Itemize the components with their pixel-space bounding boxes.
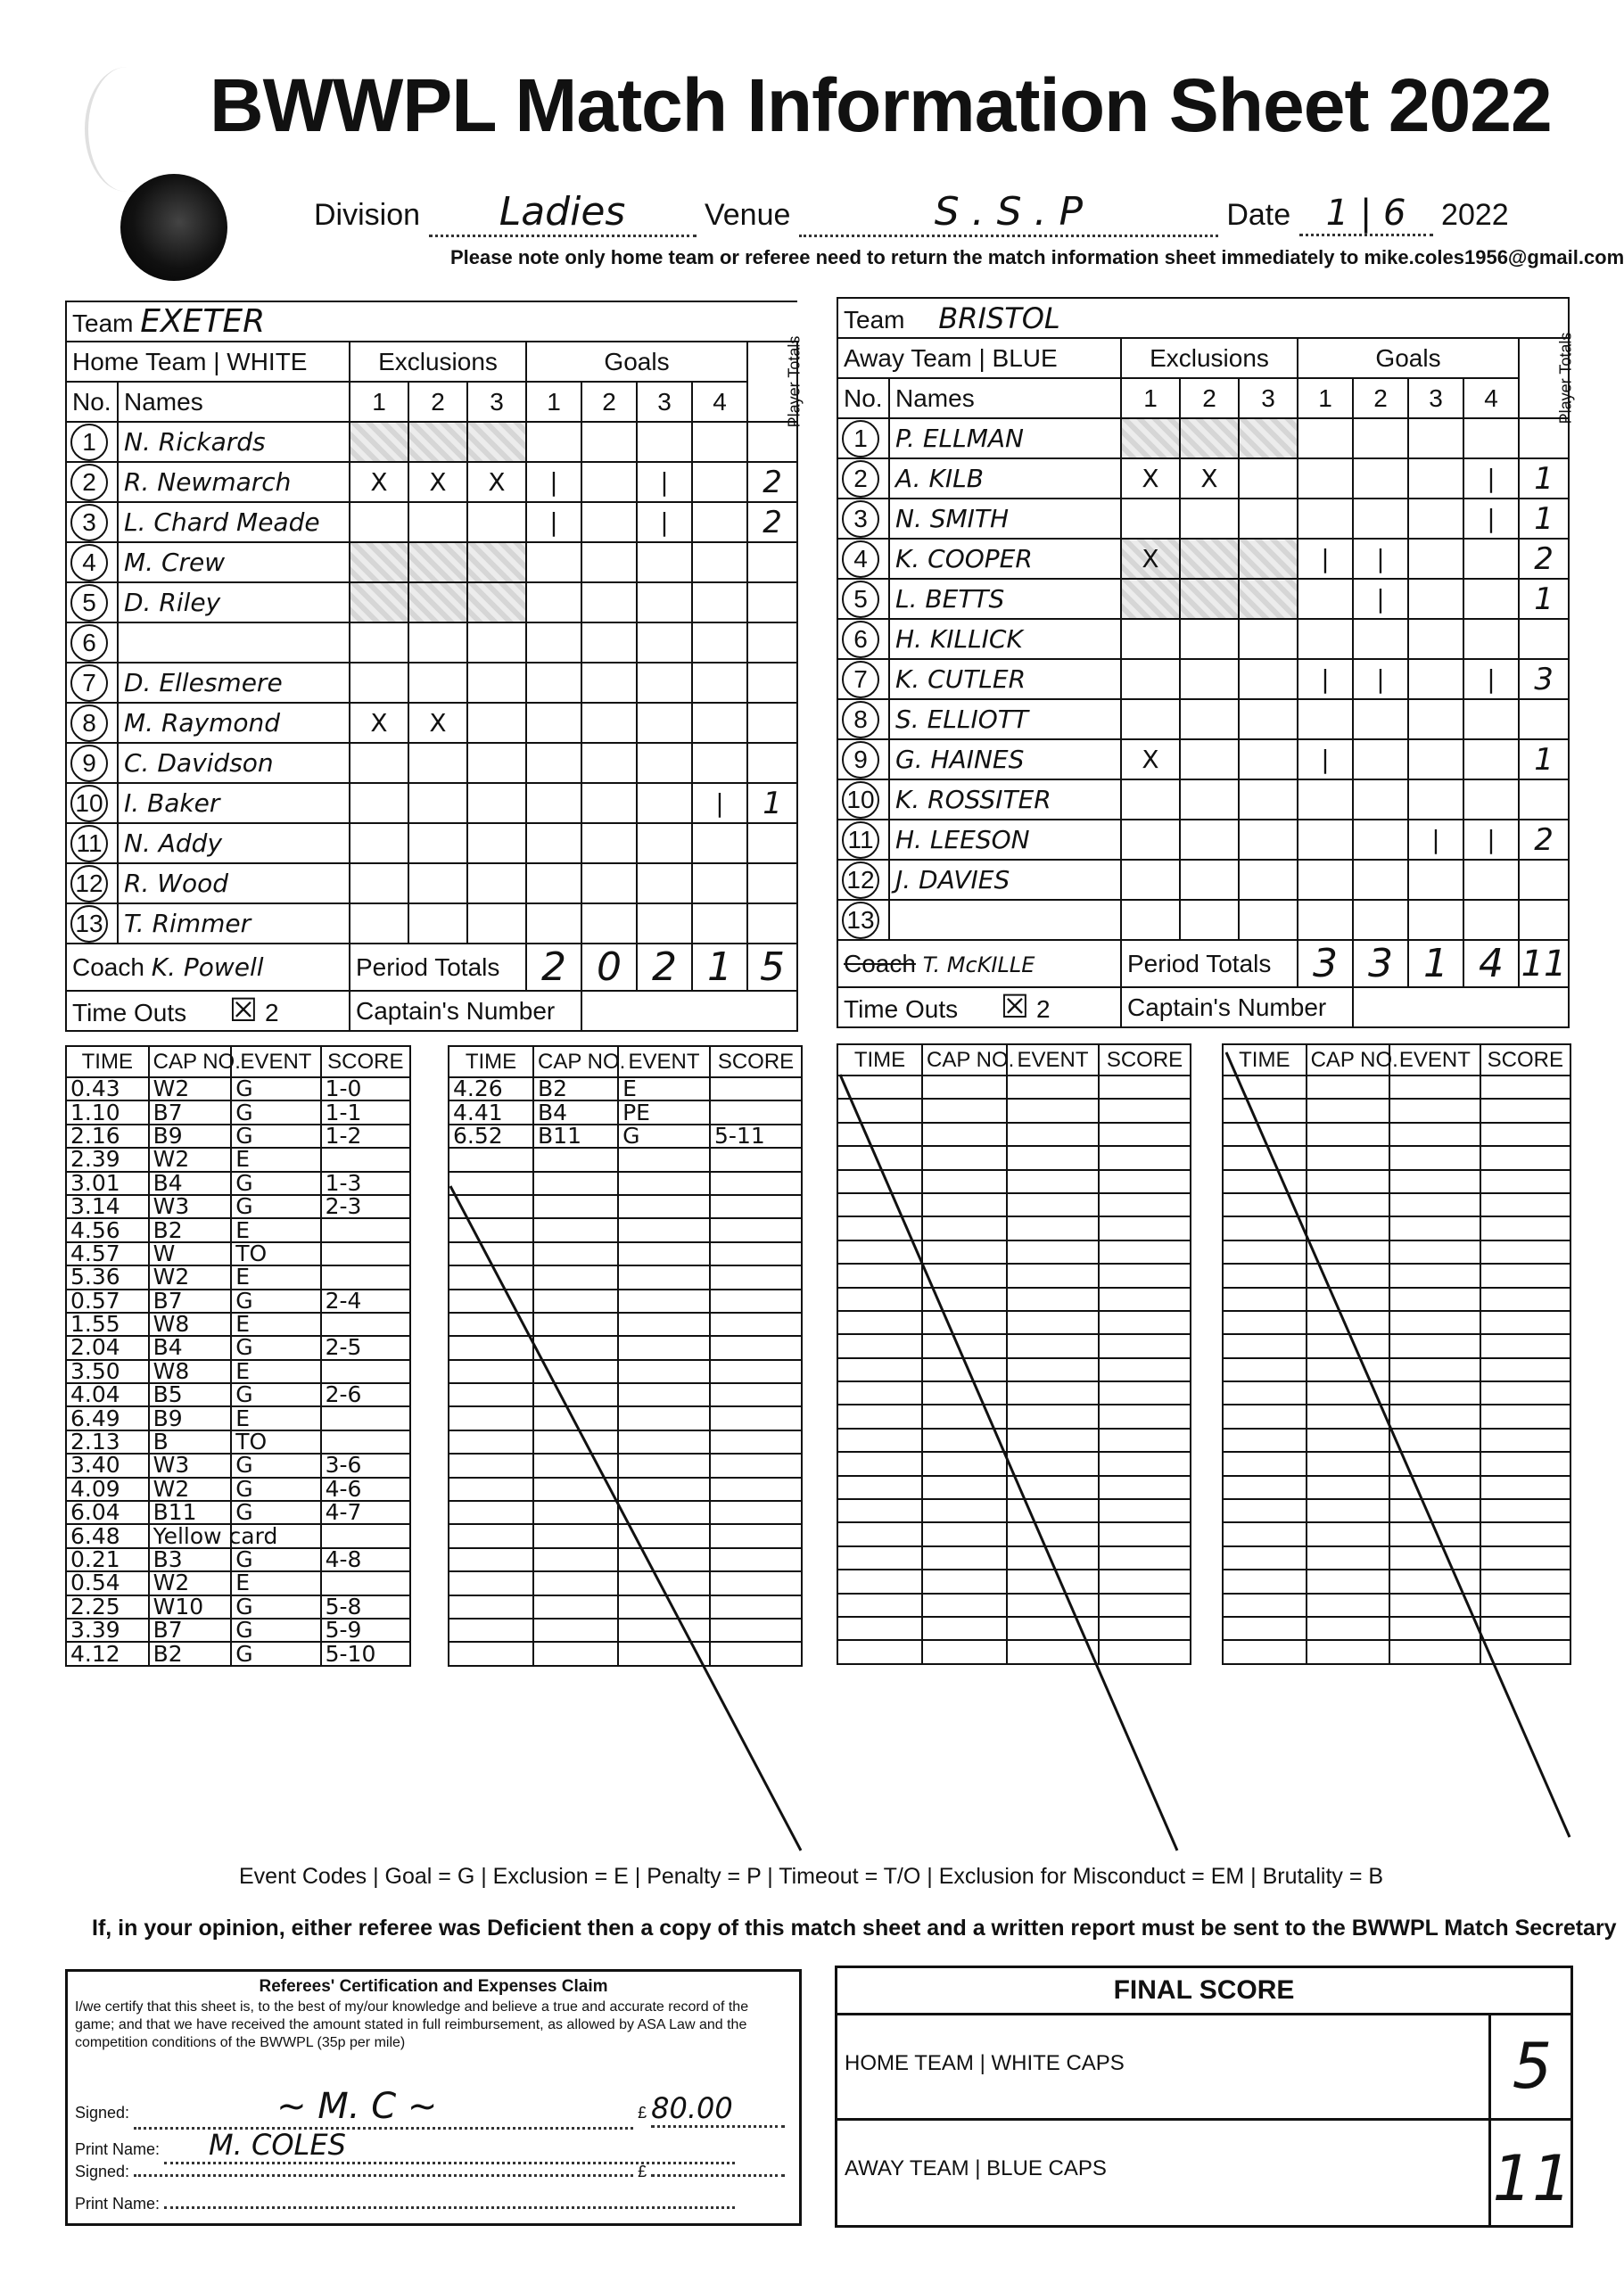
referees-certification-text: I/we certify that this sheet is, to the best of my/our knowledge and believe a true and accurate record of the game; and that we have received the amount stated in full reimbursement, as allowed by ASA Law and the competition conditions of the BWWPL (35p per mile) — [75, 1999, 749, 2050]
event-cell-t: 0.54 — [66, 1571, 149, 1595]
cap-number: 6 — [70, 624, 108, 662]
event-cell-e: G — [231, 1383, 320, 1406]
event-header-cap: CAP NO. — [149, 1046, 232, 1077]
player-total: 1 — [747, 783, 797, 823]
away-period-3-total: 1 — [1408, 940, 1463, 987]
event-cell-e: E — [231, 1313, 320, 1336]
referee-print-name: M. COLES — [209, 2128, 346, 2162]
player-name: D. Riley — [118, 582, 350, 622]
event-cell-c: B11 — [533, 1125, 618, 1148]
event-cell-t: 2.39 — [66, 1148, 149, 1171]
signed-row-2 — [75, 2163, 785, 2181]
excl-col-3: 3 — [467, 382, 526, 422]
event-cell-t: 6.48 — [66, 1524, 149, 1547]
player-total: 1 — [1519, 458, 1569, 499]
event-header-score: SCORE — [321, 1046, 410, 1077]
event-cell-e: G — [231, 1548, 320, 1571]
cap-number: 11 — [842, 821, 879, 859]
player-name: I. Baker — [118, 783, 350, 823]
exclusion-cell: X — [1121, 739, 1180, 779]
goal-cell: | — [1298, 539, 1353, 579]
event-cell-t: 0.57 — [66, 1290, 149, 1313]
final-score-title: FINAL SCORE — [837, 1968, 1570, 2015]
player-name: K. ROSSITER — [889, 779, 1121, 820]
goal-cell: | — [1298, 659, 1353, 699]
goal-col-2: 2 — [1353, 378, 1408, 418]
player-name: S. ELLIOTT — [889, 699, 1121, 739]
event-cell-c: B2 — [149, 1218, 232, 1241]
currency-label: £ — [638, 2104, 647, 2122]
event-cell-s: 1-2 — [321, 1125, 410, 1148]
event-cell-c: W3 — [149, 1195, 232, 1218]
event-cell-c: W2 — [149, 1148, 232, 1171]
event-cell-s: 4-8 — [321, 1548, 410, 1571]
goals-header: Goals — [1298, 338, 1519, 378]
team-label: Team — [844, 305, 905, 334]
event-cell-t: 2.13 — [66, 1430, 149, 1454]
event-cell-c: B — [149, 1430, 232, 1454]
event-cell-c: B9 — [149, 1406, 232, 1430]
away-period-1-total: 3 — [1298, 940, 1353, 987]
goal-col-2: 2 — [581, 382, 637, 422]
division-value: Ladies — [499, 189, 626, 235]
goals-header: Goals — [526, 342, 747, 382]
event-cell-c: B11 — [149, 1501, 232, 1524]
player-name: L. Chard Meade — [118, 502, 350, 542]
exclusion-cell: X — [1121, 458, 1180, 499]
event-header-score: SCORE — [1099, 1044, 1191, 1076]
event-codes-legend: Event Codes | Goal = G | Exclusion = E | Penalty = P | Timeout = T/O | Exclusion for Misconduct = EM | Brutality = B — [239, 1864, 1384, 1889]
exclusions-header: Exclusions — [350, 342, 526, 382]
event-cell-t: 0.43 — [66, 1077, 149, 1100]
return-note: Please note only home team or referee need to return the match information sheet immediately to mike.coles1956@gmail.com — [450, 246, 1624, 268]
goal-cell: | — [1463, 820, 1519, 860]
event-header-event: EVENT — [1007, 1044, 1099, 1076]
event-cell-e: G — [231, 1077, 320, 1100]
player-totals-header: Player Totals — [747, 342, 797, 422]
away-period-2-total: 3 — [1353, 940, 1408, 987]
event-cell-t: 3.50 — [66, 1360, 149, 1383]
home-period-1-total: 2 — [526, 944, 581, 991]
event-cell-c: B7 — [149, 1619, 232, 1642]
player-name: R. Newmarch — [118, 462, 350, 502]
event-cell-e: E — [231, 1148, 320, 1171]
exclusion-cell: X — [350, 462, 408, 502]
event-cell-s: 5-8 — [321, 1595, 410, 1619]
cap-number: 13 — [842, 902, 879, 939]
goal-cell: | — [1408, 820, 1463, 860]
cap-number: 9 — [842, 741, 879, 779]
player-name: K. COOPER — [889, 539, 1121, 579]
cap-number: 6 — [842, 621, 879, 658]
event-cell-c: B3 — [149, 1548, 232, 1571]
event-cell-t: 3.01 — [66, 1172, 149, 1195]
event-cell-t: 4.09 — [66, 1478, 149, 1501]
referee-signature: ~ M. C ~ — [276, 2086, 438, 2127]
player-total: 2 — [1519, 820, 1569, 860]
event-cell-e: E — [231, 1571, 320, 1595]
home-caps-label: HOME TEAM | WHITE CAPS — [845, 2051, 1125, 2075]
division-label: Division — [314, 198, 421, 232]
goal-col-3: 3 — [1408, 378, 1463, 418]
signed-label: Signed: — [75, 2163, 130, 2180]
goal-cell: | — [1353, 659, 1408, 699]
event-cell-t: 6.04 — [66, 1501, 149, 1524]
team-label: Team — [72, 309, 134, 337]
event-cell-e: E — [231, 1406, 320, 1430]
cap-number: 8 — [842, 701, 879, 738]
cap-number: 7 — [842, 661, 879, 698]
away-match-total: 11 — [1519, 940, 1569, 987]
goal-cell: | — [1463, 659, 1519, 699]
player-name: G. HAINES — [889, 739, 1121, 779]
event-cell-e: G — [231, 1195, 320, 1218]
away-period-4-total: 4 — [1463, 940, 1519, 987]
time-outs-label: Time Outs — [844, 995, 959, 1023]
event-cell-c: W8 — [149, 1313, 232, 1336]
player-name: K. CUTLER — [889, 659, 1121, 699]
print-name-row-2 — [75, 2195, 735, 2213]
player-name: P. ELLMAN — [889, 418, 1121, 458]
home-timeout-1-mark: ☒ — [228, 993, 259, 1029]
event-cell-e: G — [231, 1501, 320, 1524]
cap-number: 2 — [842, 460, 879, 498]
event-cell-t: 5.36 — [66, 1265, 149, 1289]
period-totals-label: Period Totals — [350, 944, 526, 991]
event-cell-s: 4-7 — [321, 1501, 410, 1524]
event-cell-c: W2 — [149, 1571, 232, 1595]
date-month: 6 — [1383, 193, 1406, 234]
period-totals-label: Period Totals — [1121, 940, 1298, 987]
event-header-score: SCORE — [1480, 1044, 1570, 1076]
home-final-score: 5 — [1488, 2015, 1573, 2118]
event-cell-c: W10 — [149, 1595, 232, 1619]
player-total: 3 — [1519, 659, 1569, 699]
print-name-row-1 — [75, 2128, 735, 2164]
goal-cell: | — [1463, 499, 1519, 539]
cap-number: 4 — [70, 544, 108, 581]
player-total: 2 — [1519, 539, 1569, 579]
event-cell-e: G — [231, 1642, 320, 1665]
event-cell-c: W8 — [149, 1360, 232, 1383]
player-name: R. Wood — [118, 863, 350, 903]
event-cell-s: 5-11 — [710, 1125, 802, 1148]
player-name: N. Addy — [118, 823, 350, 863]
goal-cell: | — [1463, 458, 1519, 499]
player-name: M. Crew — [118, 542, 350, 582]
event-header-cap: CAP NO. — [533, 1046, 618, 1077]
goal-col-4: 4 — [692, 382, 747, 422]
signed-label: Signed: — [75, 2104, 130, 2122]
player-name: N. SMITH — [889, 499, 1121, 539]
event-cell-c: W — [149, 1242, 232, 1265]
event-cell-c: W2 — [149, 1265, 232, 1289]
event-cell-t: 3.39 — [66, 1619, 149, 1642]
date-day: 1 — [1325, 193, 1349, 234]
coach-label: Coach — [844, 949, 916, 977]
goal-cell: | — [637, 502, 692, 542]
event-cell-e: G — [231, 1478, 320, 1501]
event-cell-t: 3.40 — [66, 1454, 149, 1477]
event-header-cap: CAP NO. — [922, 1044, 1007, 1076]
cap-number: 2 — [70, 464, 108, 501]
home-team-name: EXETER — [140, 303, 266, 340]
home-side-label: Home Team | WHITE — [66, 342, 350, 382]
home-match-total: 5 — [747, 944, 797, 991]
cap-number: 3 — [842, 500, 879, 538]
cap-number: 9 — [70, 745, 108, 782]
print-name-label: Print Name: — [75, 2195, 161, 2213]
event-cell-t: 4.26 — [449, 1077, 533, 1100]
cap-number: 3 — [70, 504, 108, 541]
cap-number: 12 — [70, 865, 108, 902]
event-cell-e: G — [231, 1125, 320, 1148]
match-info-line: Division Ladies Venue S . S . P Date 1 | 6 2022 — [314, 189, 1509, 237]
cap-number: 10 — [70, 785, 108, 822]
event-cell-e: E — [231, 1265, 320, 1289]
exclusion-cell: X — [1180, 458, 1239, 499]
goal-cell: | — [692, 783, 747, 823]
event-cell-s: 5-9 — [321, 1619, 410, 1642]
player-total: 1 — [1519, 579, 1569, 619]
cap-number: 11 — [70, 825, 108, 862]
expense-amount: 80.00 — [651, 2091, 733, 2125]
event-cell-s: 5-10 — [321, 1642, 410, 1665]
event-cell-s: 1-1 — [321, 1100, 410, 1124]
player-total: 1 — [1519, 499, 1569, 539]
event-cell-e: TO — [231, 1430, 320, 1454]
goal-cell: | — [1353, 579, 1408, 619]
event-cell-c: B7 — [149, 1100, 232, 1124]
player-name: H. LEESON — [889, 820, 1121, 860]
goal-col-3: 3 — [637, 382, 692, 422]
venue-label: Venue — [704, 198, 791, 232]
captains-number-label: Captain's Number — [1121, 987, 1353, 1027]
event-cell-t: 2.04 — [66, 1336, 149, 1359]
goal-col-1: 1 — [1298, 378, 1353, 418]
event-header-score: SCORE — [710, 1046, 802, 1077]
event-header-time: TIME — [66, 1046, 149, 1077]
coach-label: Coach — [72, 953, 144, 981]
event-cell-c: B4 — [533, 1100, 618, 1124]
exclusion-cell: X — [350, 703, 408, 743]
event-cell-c: B2 — [533, 1077, 618, 1100]
player-total: 2 — [747, 462, 797, 502]
event-cell-s: 2-5 — [321, 1336, 410, 1359]
goal-cell: | — [1298, 739, 1353, 779]
event-cell-c: W2 — [149, 1478, 232, 1501]
event-cell-e: TO — [231, 1242, 320, 1265]
event-cell-t: 4.04 — [66, 1383, 149, 1406]
cap-number: 1 — [842, 420, 879, 457]
event-cell-e: G — [231, 1454, 320, 1477]
exclusions-header: Exclusions — [1121, 338, 1298, 378]
goal-col-1: 1 — [526, 382, 581, 422]
event-cell-t: 6.49 — [66, 1406, 149, 1430]
event-cell-e: G — [231, 1619, 320, 1642]
event-cell-e: PE — [618, 1100, 710, 1124]
cap-number: 12 — [842, 861, 879, 899]
away-caps-label: AWAY TEAM | BLUE CAPS — [845, 2156, 1107, 2180]
event-header-time: TIME — [449, 1046, 533, 1077]
goal-cell: | — [526, 462, 581, 502]
player-name: M. Raymond — [118, 703, 350, 743]
names-header: Names — [889, 378, 1121, 418]
print-name-label: Print Name: — [75, 2140, 161, 2158]
cap-number: 5 — [842, 581, 879, 618]
event-cell-c: Yellow card — [149, 1524, 232, 1547]
home-period-2-total: 0 — [581, 944, 637, 991]
exclusion-cell: X — [408, 462, 467, 502]
away-coach-name: T. McKILLE — [922, 952, 1035, 977]
excl-col-1: 1 — [350, 382, 408, 422]
referees-certification-box — [65, 1969, 802, 2226]
player-name: C. Davidson — [118, 743, 350, 783]
event-header-event: EVENT — [231, 1046, 320, 1077]
event-cell-t: 4.41 — [449, 1100, 533, 1124]
player-totals-header: Player Totals — [1519, 338, 1569, 418]
final-score-box — [835, 1966, 1573, 2228]
event-header-time: TIME — [837, 1044, 922, 1076]
event-cell-t: 4.57 — [66, 1242, 149, 1265]
player-name: A. KILB — [889, 458, 1121, 499]
excl-col-1: 1 — [1121, 378, 1180, 418]
sheet-title: BWWPL Match Information Sheet 2022 — [210, 63, 1552, 147]
event-cell-s: 2-4 — [321, 1290, 410, 1313]
event-header-cap: CAP NO. — [1307, 1044, 1390, 1076]
player-name: L. BETTS — [889, 579, 1121, 619]
home-coach-name: K. Powell — [151, 952, 264, 982]
event-cell-c: W3 — [149, 1454, 232, 1477]
player-total: 1 — [1519, 739, 1569, 779]
cap-number: 13 — [70, 905, 108, 943]
excl-col-2: 2 — [408, 382, 467, 422]
venue-value: S . S . P — [934, 189, 1084, 235]
cap-number: 1 — [70, 424, 108, 461]
cap-number: 7 — [70, 664, 108, 702]
names-header: Names — [118, 382, 350, 422]
cap-number: 8 — [70, 705, 108, 742]
event-header-time: TIME — [1223, 1044, 1307, 1076]
date-label: Date — [1226, 198, 1291, 232]
player-total: 2 — [747, 502, 797, 542]
event-cell-e: E — [231, 1360, 320, 1383]
event-cell-e: G — [231, 1290, 320, 1313]
excl-col-2: 2 — [1180, 378, 1239, 418]
home-period-4-total: 1 — [692, 944, 747, 991]
event-cell-e: G — [231, 1100, 320, 1124]
cap-number: 4 — [842, 540, 879, 578]
currency-label: £ — [638, 2163, 647, 2180]
event-cell-t: 2.25 — [66, 1595, 149, 1619]
event-cell-c: B9 — [149, 1125, 232, 1148]
home-period-3-total: 2 — [637, 944, 692, 991]
cap-number: 5 — [70, 584, 108, 622]
event-cell-e: G — [618, 1125, 710, 1148]
event-cell-t: 3.14 — [66, 1195, 149, 1218]
event-cell-e: E — [231, 1218, 320, 1241]
event-cell-t: 1.55 — [66, 1313, 149, 1336]
goal-cell: | — [1353, 539, 1408, 579]
event-cell-t: 6.52 — [449, 1125, 533, 1148]
exclusion-cell: X — [1121, 539, 1180, 579]
event-cell-t: 0.21 — [66, 1548, 149, 1571]
goal-col-4: 4 — [1463, 378, 1519, 418]
cap-number: 10 — [842, 781, 879, 819]
event-cell-s: 2-3 — [321, 1195, 410, 1218]
exclusion-cell: X — [408, 703, 467, 743]
event-header-event: EVENT — [618, 1046, 710, 1077]
player-name: D. Ellesmere — [118, 663, 350, 703]
exclusion-cell: X — [467, 462, 526, 502]
event-cell-s: 3-6 — [321, 1454, 410, 1477]
excl-col-3: 3 — [1239, 378, 1298, 418]
player-name: N. Rickards — [118, 422, 350, 462]
time-outs-label: Time Outs — [72, 999, 187, 1026]
event-cell-e: E — [618, 1077, 710, 1100]
event-cell-c: B4 — [149, 1336, 232, 1359]
player-name: J. DAVIES — [889, 860, 1121, 900]
away-final-score: 11 — [1488, 2121, 1573, 2225]
deficient-referee-note: If, in your opinion, either referee was Deficient then a copy of this match sheet and a written report must be sent to the BWWPL Match Secretary — [92, 1916, 1617, 1941]
event-cell-c: B4 — [149, 1172, 232, 1195]
event-cell-t: 2.16 — [66, 1125, 149, 1148]
date-year: 2022 — [1441, 198, 1509, 232]
no-header: No. — [837, 378, 889, 418]
event-cell-c: B2 — [149, 1642, 232, 1665]
event-cell-t: 4.12 — [66, 1642, 149, 1665]
event-cell-t: 1.10 — [66, 1100, 149, 1124]
player-name: H. KILLICK — [889, 619, 1121, 659]
event-cell-t: 4.56 — [66, 1218, 149, 1241]
no-header: No. — [66, 382, 118, 422]
event-cell-c: B5 — [149, 1383, 232, 1406]
event-cell-s: 2-6 — [321, 1383, 410, 1406]
event-header-event: EVENT — [1389, 1044, 1480, 1076]
captains-number-label: Captain's Number — [350, 991, 581, 1031]
event-cell-e: G — [231, 1595, 320, 1619]
event-cell-e: G — [231, 1172, 320, 1195]
away-timeout-1-mark: ☒ — [1000, 989, 1030, 1026]
goal-cell: | — [637, 462, 692, 502]
event-cell-s: 4-6 — [321, 1478, 410, 1501]
referees-box-title: Referees' Certification and Expenses Claim — [259, 1977, 608, 1996]
event-cell-s: 1-0 — [321, 1077, 410, 1100]
away-side-label: Away Team | BLUE — [837, 338, 1121, 378]
timeout-2-label: 2 — [1035, 995, 1051, 1023]
event-cell-c: B7 — [149, 1290, 232, 1313]
away-team-name: BRISTOL — [938, 301, 1060, 335]
event-cell-c: W2 — [149, 1077, 232, 1100]
player-name: T. Rimmer — [118, 903, 350, 944]
goal-cell: | — [526, 502, 581, 542]
timeout-2-label: 2 — [264, 999, 279, 1026]
event-cell-e: G — [231, 1336, 320, 1359]
signed-row-1 — [75, 2086, 785, 2130]
event-cell-s: 1-3 — [321, 1172, 410, 1195]
